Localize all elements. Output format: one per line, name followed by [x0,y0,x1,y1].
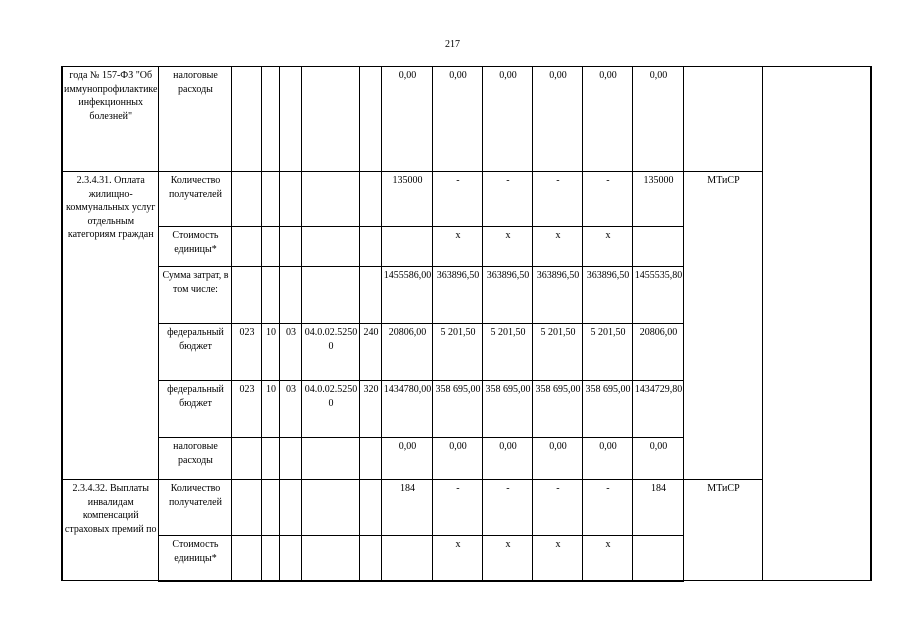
value-cell: 5 201,50 [483,324,533,381]
value-cell: - [483,172,533,227]
budget-table [61,66,872,582]
row-label-cell: федеральный бюджет [159,381,232,438]
rz-cell [262,438,280,480]
vr-cell [360,172,382,227]
grbs-cell [232,480,262,536]
value-cell: 358 695,00 [483,381,533,438]
vr-cell: 240 [360,324,382,381]
value-cell: 358 695,00 [533,381,583,438]
csr-cell [302,172,360,227]
grbs-cell [232,536,262,581]
row-label-cell: Сумма затрат, в том числе: [159,267,232,324]
pr-cell: 03 [280,381,302,438]
rz-cell [262,480,280,536]
value-cell: x [483,536,533,581]
csr-cell [302,536,360,581]
value-cell: 0,00 [483,67,533,172]
grbs-cell [232,267,262,324]
csr-cell [302,267,360,324]
row-label-cell: Стоимость единицы* [159,227,232,267]
table-row [62,67,871,172]
value-cell: 20806,00 [633,324,684,381]
value-cell: 363896,50 [433,267,483,324]
value-cell [633,536,684,581]
value-cell: - [533,172,583,227]
csr-cell [302,480,360,536]
table-row [62,480,871,536]
value-cell: - [433,480,483,536]
value-cell: 135000 [382,172,433,227]
value-cell [633,227,684,267]
vr-cell [360,67,382,172]
value-cell: 0,00 [382,438,433,480]
value-cell: 184 [382,480,433,536]
row-label-cell: федеральный бюджет [159,324,232,381]
csr-cell [302,227,360,267]
measure-name-cell: 2.3.4.31. Оплата жилищно-коммунальных услуг отдельным категориям граждан [62,172,159,480]
grbs-cell [232,67,262,172]
value-cell: 0,00 [533,67,583,172]
pr-cell [280,536,302,581]
vr-cell: 320 [360,381,382,438]
grbs-cell [232,172,262,227]
row-label-cell: Количество получателей [159,480,232,536]
row-label-cell: налоговые расходы [159,438,232,480]
value-cell: 358 695,00 [583,381,633,438]
vr-cell [360,536,382,581]
pr-cell [280,480,302,536]
value-cell: 363896,50 [583,267,633,324]
value-cell: 5 201,50 [583,324,633,381]
table-row [62,172,871,227]
value-cell: 184 [633,480,684,536]
result-cell [763,67,871,581]
pr-cell [280,227,302,267]
rz-cell: 10 [262,324,280,381]
value-cell: 1455586,00 [382,267,433,324]
value-cell: 135000 [633,172,684,227]
value-cell: x [533,227,583,267]
value-cell [382,227,433,267]
row-label-cell: налоговые расходы [159,67,232,172]
grbs-cell [232,227,262,267]
value-cell [382,536,433,581]
value-cell: 0,00 [433,438,483,480]
pr-cell [280,172,302,227]
rz-cell [262,536,280,581]
value-cell: 0,00 [483,438,533,480]
value-cell: x [583,227,633,267]
value-cell: - [583,172,633,227]
value-cell: x [433,227,483,267]
pr-cell: 03 [280,324,302,381]
value-cell: 0,00 [583,67,633,172]
value-cell: 20806,00 [382,324,433,381]
value-cell: - [483,480,533,536]
csr-cell [302,438,360,480]
executor-cell: МТиСР [684,172,763,480]
vr-cell [360,227,382,267]
pr-cell [280,267,302,324]
csr-cell: 04.0.02.52500 [302,381,360,438]
row-label-cell: Количество получателей [159,172,232,227]
value-cell: x [483,227,533,267]
vr-cell [360,267,382,324]
value-cell: 363896,50 [533,267,583,324]
value-cell: x [433,536,483,581]
rz-cell [262,227,280,267]
value-cell: 358 695,00 [433,381,483,438]
value-cell: x [533,536,583,581]
pr-cell [280,438,302,480]
measure-name-cell: 2.3.4.32. Выплаты инвалидам компенсаций страховых премий по [62,480,159,581]
grbs-cell [232,438,262,480]
value-cell: 1455535,80 [633,267,684,324]
value-cell: 0,00 [633,67,684,172]
vr-cell [360,480,382,536]
row-label-cell: Стоимость единицы* [159,536,232,581]
vr-cell [360,438,382,480]
value-cell: x [583,536,633,581]
rz-cell [262,267,280,324]
value-cell: 0,00 [583,438,633,480]
executor-cell: МТиСР [684,480,763,581]
grbs-cell: 023 [232,381,262,438]
value-cell: - [433,172,483,227]
value-cell: - [533,480,583,536]
value-cell: 5 201,50 [433,324,483,381]
csr-cell [302,67,360,172]
value-cell: 1434780,00 [382,381,433,438]
rz-cell [262,172,280,227]
value-cell: 5 201,50 [533,324,583,381]
value-cell: 0,00 [433,67,483,172]
rz-cell: 10 [262,381,280,438]
grbs-cell: 023 [232,324,262,381]
rz-cell [262,67,280,172]
value-cell: 363896,50 [483,267,533,324]
value-cell: 1434729,80 [633,381,684,438]
measure-name-cell: года № 157-ФЗ "Об иммунопрофилактике инфекционных болезней" [62,67,159,172]
csr-cell: 04.0.02.52500 [302,324,360,381]
page-number: 217 [445,39,460,50]
value-cell: 0,00 [533,438,583,480]
pr-cell [280,67,302,172]
value-cell: - [583,480,633,536]
value-cell: 0,00 [633,438,684,480]
executor-cell [684,67,763,172]
value-cell: 0,00 [382,67,433,172]
